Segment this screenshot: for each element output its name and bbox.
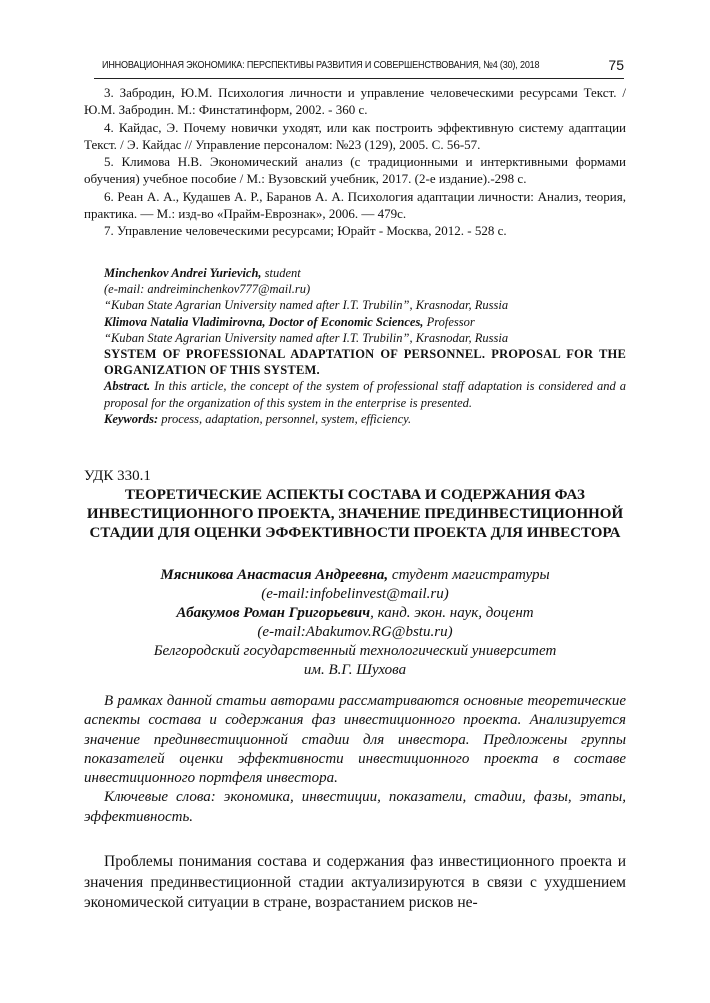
udk-code: УДК 330.1 [84,468,151,484]
english-keywords-text: process, adaptation, personnel, system, efficiency. [158,411,412,426]
author2-name: Абакумов Роман Григорьевич [176,605,371,621]
russian-abstract [84,692,626,827]
body-text [84,852,626,914]
english-author1-affiliation: “Kuban State Agrarian University named after I.T. Trubilin”, Krasnodar, Russia [104,298,509,313]
author2-email: (e-mail:Abakumov.RG@bstu.ru) [257,624,453,640]
author2 [84,604,626,623]
english-summary [104,265,626,427]
english-author2 [104,314,626,330]
article-title: ТЕОРЕТИЧЕСКИЕ АСПЕКТЫ СОСТАВА И СОДЕРЖАНИЯ ФАЗ ИНВЕСТИЦИОННОГО ПРОЕКТА, ЗНАЧЕНИЕ ПРЕДИНВЕСТИЦИОННОЙ СТАДИИ ДЛЯ ОЦЕНКИ ЭФФЕКТИВНОСТИ ПРОЕКТА ДЛЯ ИНВЕСТОРА [86,487,624,541]
english-author2-role: Professor [423,314,475,329]
affiliation-line2: им. В.Г. Шухова [303,662,407,678]
english-author2-affiliation: “Kuban State Agrarian University named after I.T. Trubilin”, Krasnodar, Russia [104,330,509,345]
english-keywords-label: Keywords: [104,411,159,426]
english-author1-role: student [261,266,301,280]
author1-role: студент магистратуры [388,567,550,583]
english-title: SYSTEM OF PROFESSIONAL ADAPTATION OF PERSONNEL. PROPOSAL FOR THE ORGANIZATION OF THIS SYSTEM. [104,347,626,378]
author1-email: (e-mail:infobelinvest@mail.ru) [261,586,449,602]
body-paragraph: Проблемы понимания состава и содержания фаз инвестиционного проекта и значения прединвестиционной стадии актуализируются в связи с ухудшением экономической ситуации в стране, возрастанием рисков не- [84,853,626,911]
english-author1-email: (e-mail: andreiminchenkov777@mail.ru) [104,282,311,297]
english-abstract-text: In this article, the concept of the system of professional staff adaptation is considered and a proposal for the organization of this system in the enterprise is presented. [104,379,626,410]
english-abstract-label: Abstract. [104,379,151,394]
author2-role: , канд. экон. наук, доцент [370,605,534,621]
running-header [94,56,624,79]
affiliation-line1: Белгородский государственный технологический университет [153,643,557,659]
journal-title: ИННОВАЦИОННАЯ ЭКОНОМИКА: ПЕРСПЕКТИВЫ РАЗВИТИЯ И СОВЕРШЕНСТВОВАНИЯ, №4 (30), 2018 [102,59,540,71]
reference-list [84,84,626,240]
english-author1 [104,265,626,281]
english-author2-name: Klimova Natalia Vladimirovna, Doctor of Economic Sciences, [104,314,424,329]
author-block [84,566,626,680]
page-number: 75 [608,57,624,73]
reference-item: 5. Климова Н.В. Экономический анализ (с традиционными и интерктивными формами обучения) учебное пособие / М.: Вузовский учебник, 2017. (2-е издание).-298 с. [84,154,626,187]
reference-item: 3. Забродин, Ю.М. Психология личности и управление человеческими ресурсами Текст. / Ю.М. Забродин. М.: Финстатинформ, 2002. - 360 с. [84,85,626,118]
english-abstract [104,378,626,410]
reference-item: 4. Кайдас, Э. Почему новички уходят, или как построить эффективную систему адаптации Текст. / Э. Кайдас // Управление персоналом: №23 (129), 2005. С. 56-57. [84,119,626,152]
author1-name: Мясникова Анастасия Андреевна, [160,567,389,583]
english-keywords [104,411,626,427]
reference-item: 6. Реан А. А., Кудашев А. Р., Баранов А. А. Психология адаптации личности: Анализ, теория, практика. — М.: изд-во «Прайм-Еврознак», 2006. — 479с. [84,188,626,222]
abstract-text: В рамках данной статьи авторами рассматриваются основные теоретические аспекты состава и содержания фаз инвестиционного проекта. Анализируется значение прединвестиционной стадии для инвестора. Предложены группы показателей оценки эффективности инвестиционного проекта в составе инвестиционного портфеля инвестора. [84,693,626,787]
author1 [84,566,626,585]
english-author1-name: Minchenkov Andrei Yurievich, [104,266,262,280]
keywords-text: Ключевые слова: экономика, инвестиции, показатели, стадии, фазы, этапы, эффективность. [84,789,626,825]
reference-item: 7. Управление человеческими ресурсами; Юрайт - Москва, 2012. - 528 с. [104,223,507,239]
